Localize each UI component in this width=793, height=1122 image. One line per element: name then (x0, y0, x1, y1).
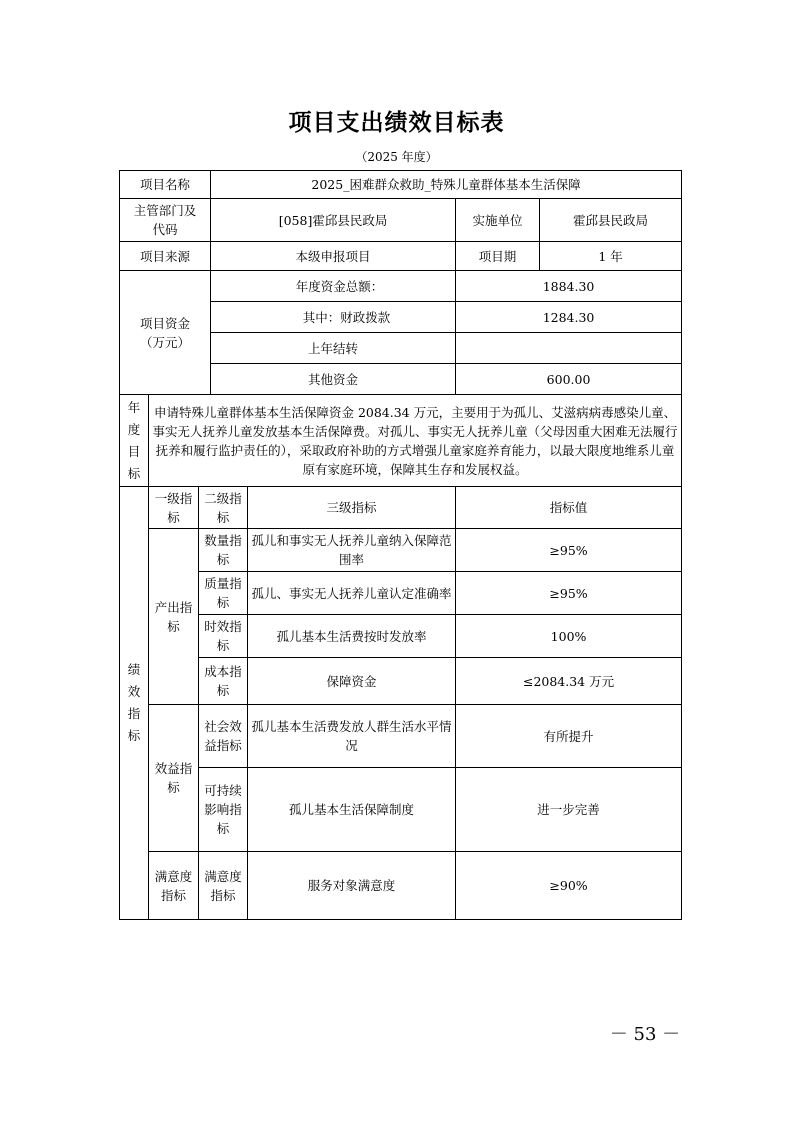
level2-cell: 时效指标 (199, 615, 248, 658)
performance-target-table (119, 170, 682, 920)
level2-cell: 可持续影响指标 (199, 768, 248, 852)
impl-unit-value: 霍邱县民政局 (540, 199, 682, 242)
funds-fiscal-value: 1284.30 (456, 302, 682, 333)
level1-benefit: 效益指标 (149, 705, 199, 852)
period-label: 项目期 (456, 242, 540, 271)
header-value: 指标值 (456, 487, 682, 529)
funds-other-label: 其他资金 (211, 364, 456, 395)
source-label: 项目来源 (120, 242, 211, 271)
header-level3: 三级指标 (248, 487, 456, 529)
annual-goal-label: 年度目标 (120, 395, 149, 487)
funds-other-value: 600.00 (456, 364, 682, 395)
department-row (120, 199, 682, 242)
indicator-row (120, 529, 682, 572)
value-cell: ≤2084.34 万元 (456, 658, 682, 705)
indicator-row (120, 572, 682, 615)
value-cell: 进一步完善 (456, 768, 682, 852)
annual-goal-text: 申请特殊儿童群体基本生活保障资金 2084.34 万元，主要用于为孤儿、艾滋病病毒感染儿童、事实无人抚养儿童发放基本生活保障费。对孤儿、事实无人抚养儿童（父母因重大困难无法履行抚养和履行监护责任的），采取政府补助的方式增强儿童家庭养育能力，以最大限度地维系儿童原有家庭环境，保障其生存和发展权益。 (149, 395, 682, 487)
level3-cell: 孤儿基本生活保障制度 (248, 768, 456, 852)
year-label: （2025 年度） (355, 150, 438, 164)
level3-cell: 孤儿基本生活费发放人群生活水平情况 (248, 705, 456, 768)
indicator-row (120, 705, 682, 768)
level3-cell: 孤儿、事实无人抚养儿童认定准确率 (248, 572, 456, 615)
indicator-row (120, 658, 682, 705)
indicator-row (120, 768, 682, 852)
level3-cell: 孤儿和事实无人抚养儿童纳入保障范围率 (248, 529, 456, 572)
funds-carryover-value (456, 333, 682, 364)
value-cell: ≥90% (456, 852, 682, 920)
funds-label: 项目资金（万元） (120, 271, 211, 395)
performance-label: 绩效指标 (120, 487, 149, 920)
value-cell: 100% (456, 615, 682, 658)
indicator-header-row (120, 487, 682, 529)
department-label: 主管部门及代码 (120, 199, 211, 242)
indicator-row (120, 852, 682, 920)
level1-output: 产出指标 (149, 529, 199, 705)
project-name-label: 项目名称 (120, 171, 211, 199)
funds-carryover-label: 上年结转 (211, 333, 456, 364)
indicator-row (120, 615, 682, 658)
value-cell: ≥95% (456, 572, 682, 615)
level2-cell: 成本指标 (199, 658, 248, 705)
level3-cell: 保障资金 (248, 658, 456, 705)
source-row (120, 242, 682, 271)
project-name-row (120, 171, 682, 199)
header-level1: 一级指标 (149, 487, 199, 529)
funds-total-value: 1884.30 (456, 271, 682, 302)
source-value: 本级申报项目 (211, 242, 456, 271)
page-title: 项目支出绩效目标表 (288, 110, 505, 136)
level2-cell: 社会效益指标 (199, 705, 248, 768)
level2-cell: 质量指标 (199, 572, 248, 615)
funds-fiscal-label: 其中：财政拨款 (211, 302, 456, 333)
header-level2: 二级指标 (199, 487, 248, 529)
level1-satisfaction: 满意度指标 (149, 852, 199, 920)
annual-goal-row (120, 395, 682, 487)
level2-cell: 数量指标 (199, 529, 248, 572)
funds-total-row (120, 271, 682, 302)
level3-cell: 服务对象满意度 (248, 852, 456, 920)
value-cell: ≥95% (456, 529, 682, 572)
impl-unit-label: 实施单位 (456, 199, 540, 242)
department-value: [058]霍邱县民政局 (211, 199, 456, 242)
level3-cell: 孤儿基本生活费按时发放率 (248, 615, 456, 658)
project-name-value: 2025_困难群众救助_特殊儿童群体基本生活保障 (211, 171, 682, 199)
page-number: － 53 － (609, 1024, 681, 1045)
period-value: 1 年 (540, 242, 682, 271)
value-cell: 有所提升 (456, 705, 682, 768)
level2-cell: 满意度指标 (199, 852, 248, 920)
funds-total-label: 年度资金总额： (211, 271, 456, 302)
